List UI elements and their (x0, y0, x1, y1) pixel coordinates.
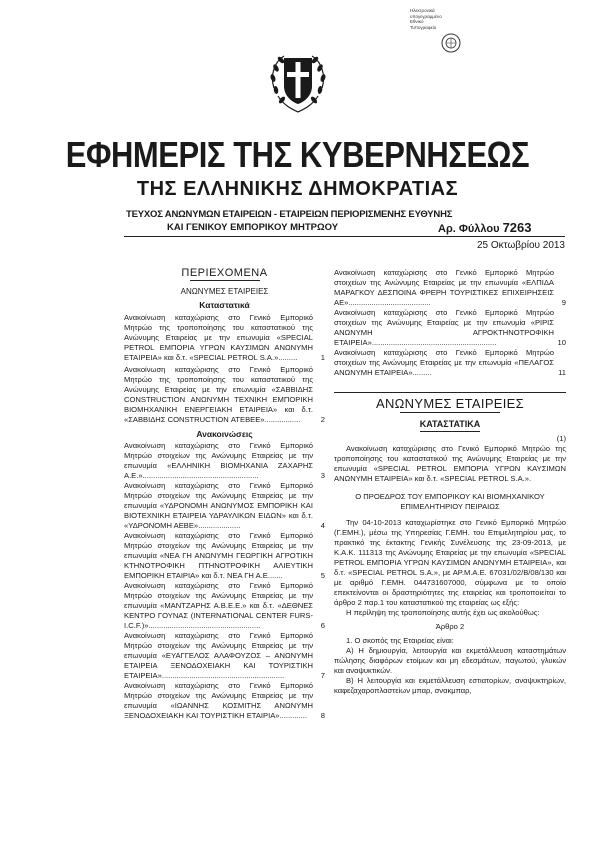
toc-entry-text: Ανακοίνωση καταχώρισης στο Γενικό Εμπορικό Μητρώο στοιχείων της Ανώνυμης Εταιρείας με την επωνυμία «ΕΛΛΗΝΙΚΗ ΒΙΟΜΗΧΑΝΙΑ ΖΑΧΑΡΗΣ Α.Ε.»....................................................... (124, 441, 313, 480)
toc-entry-page: 3 (320, 471, 325, 480)
toc-entry[interactable] (124, 531, 325, 581)
toc-group-announcements: Ανακοινώσεις (196, 429, 253, 439)
toc-entry-text: Ανακοίνωση καταχώρισης στο Γενικό Εμπορικό Μητρώο στοιχείων της Ανώνυμης Εταιρείας με την επωνυμία «ΥΔΡΟΝΟΜΗ ΑΝΩΝΥΜΟΣ ΕΜΠΟΡΙΚΗ ΚΑΙ ΒΙΟΤΕΧΝΙΚΗ ΕΤΑΙΡΕΙΑ ΥΔΡΑΥΛΙΚΩΝ ΕΙΔΩΝ» και δ.τ. «ΥΔΡΟΝΟΜΗ ΑΕΒΕ».................... (124, 481, 313, 530)
toc-entry-text: Ανακοίνωση καταχώρισης στο Γενικό Εμπορικό Μητρώο στοιχείων της Ανώνυμης Εταιρείας με την επωνυμία «ΕΛΠΙΔΑ ΜΑΡΑΓΚΟΥ ΔΕΣΠΟΙΝΑ ΦΡΕΡΗ ΤΟΥΡΙΣΤΙΚΕΣ ΕΠΙΧΕΙΡΗΣΕΙΣ ΑΕ»....................................... (334, 268, 554, 307)
toc-section: ΑΝΩΝΥΜΕΣ ΕΤΑΙΡΕΙΕΣ (180, 287, 269, 296)
toc-entry[interactable] (124, 631, 325, 681)
toc-end-rule (334, 392, 566, 393)
issuing-authority: Ο ΠΡΟΕΔΡΟΣ ΤΟΥ ΕΜΠΟΡΙΚΟΥ ΚΑΙ ΒΙΟΜΗΧΑΝΙΚΟΥ ΕΠΙΜΕΛΗΤΗΡΙΟΥ ΠΕΙΡΑΙΩΣ (355, 492, 545, 511)
toc-heading-rule (190, 280, 260, 281)
toc-entry[interactable] (124, 481, 325, 531)
stamp-seal-icon (440, 32, 462, 54)
article-heading: Άρθρο 2 (435, 622, 465, 631)
issue-series-line-1: ΤΕΥΧΟΣ ΑΝΩΝΥΜΩΝ ΕΤΑΙΡΕΙΩΝ - ΕΤΑΙΡΕΙΩΝ ΠΕΡΙΟΡΙΣΜΕΝΗΣ ΕΥΘΥΝΗΣ (126, 209, 453, 220)
subsection-title-rule (420, 431, 480, 432)
stamp-line: Ηλεκτρονικά (410, 8, 435, 13)
stamp-line: υπογεγραμμένο (410, 13, 442, 19)
body-paragraph: Η περίληψη της τροποποίησης αυτής έχει ως ακολούθως: (346, 608, 540, 617)
issue-series-line-2: ΚΑΙ ΓΕΝΙΚΟΥ ΕΜΠΟΡΙΚΟΥ ΜΗΤΡΩΟΥ (167, 222, 339, 233)
toc-group-statutes: Καταστατικά (199, 300, 250, 310)
masthead-rule (124, 236, 565, 237)
section-title: ΑΝΩΝΥΜΕΣ ΕΤΑΙΡΕΙΕΣ (376, 396, 524, 411)
sheet-label: Αρ. Φύλλου (438, 223, 500, 235)
toc-entry-page: 1 (320, 353, 325, 362)
toc-entry-text: Ανακοίνωση καταχώρισης στο Γενικό Εμπορικό Μητρώο στοιχείων της Ανώνυμης Εταιρείας με την επωνυμία «ΡΙΡΙΣ ΑΝΩΝΥΜΗ ΑΓΡΟΚΤΗΝΟΤΡΟΦΙΚΗ ΕΤΑΙΡΕΙΑ»........................................................... (334, 308, 554, 347)
toc-entry-page: 2 (320, 415, 325, 424)
sheet-number (438, 220, 532, 235)
sheet-number-value: 7263 (502, 220, 532, 235)
toc-entry[interactable] (334, 268, 566, 308)
toc-entry-page: 4 (320, 521, 325, 530)
toc-entry-text: Ανακοίνωση καταχώρισης στο Γενικό Εμπορικό Μητρώο στοιχείων της Ανώνυμης Εταιρείας με την επωνυμία «ΜΑΝΤΖΑΡΗΣ Α.Β.Ε.Ε.» και δ.τ. «ΔΕΘΝΕΣ ΚΕΝΤΡΟ ΓΟΥΝΑΣ (INTERNATIONAL CENTER FURS-I.C.F.)»..................................................... (124, 581, 313, 630)
subsection-title: ΚΑΤΑΣΤΑΤΙΚΑ (419, 419, 481, 429)
toc-entry-page: 7 (320, 671, 325, 680)
announcement-text: Ανακοίνωση καταχώρισης στο Γενικό Εμπορικό Μητρώο της τροποποίησης του καταστατικού της Ανώνυμης Εταιρείας με την επωνυμία «SPECIAL PETROL ΕΜΠΟΡΙΑ ΥΓΡΩΝ ΚΑΥΣΙΜΩΝ ΑΝΩΝΥΜΗ ΕΤΑΙΡΕΙΑ» και δ.τ. «SPECIAL PETROL S.A.». (334, 444, 566, 483)
greek-coat-of-arms-icon (268, 48, 328, 116)
stamp-line: Εθνικό (410, 19, 424, 24)
toc-entry-page: 11 (558, 368, 566, 377)
toc-entry-text: Ανακοίνωση καταχώρισης στο Γενικό Εμπορικό Μητρώο στοιχείων της Ανώνυμης Εταιρείας με την επωνυμία «ΕΥΑΓΓΕΛΟΣ ΑΛΑΦΟΥΖΟΣ – ΑΝΩΝΥΜΗ ΕΤΑΙΡΕΙΑ ΞΕΝΟΔΟΧΕΙΑΚΗ ΚΑΙ ΤΟΥΡΙΣΤΙΚΗ ΕΤΑΙΡΕΙΑ».......................................................... (124, 631, 313, 680)
stamp-line: Τυπογραφείο (410, 24, 437, 30)
toc-column (124, 268, 325, 721)
toc-entry-page: 6 (320, 621, 325, 630)
toc-entry-text: Ανακοίνωση καταχώρισης στο Γενικό Εμπορικό Μητρώο στοιχείων της Ανώνυμης Εταιρείας με την επωνυμία «ΝΕΑ ΓΗ ΑΝΩΝΥΜΗ ΓΕΩΡΓΙΚΗ ΑΓΡΟΤΙΚΗ ΚΤΗΝΟΤΡΟΦΙΚΗ ΠΤΗΝΟΤΡΟΦΙΚΗ ΑΛΙΕΥΤΙΚΗ ΕΜΠΟΡΙΚΗ ΕΤΑΙΡΙΑ» και δ.τ. ΝΕΑ ΓΗ Α.Ε....... (124, 531, 313, 580)
digital-signature-stamp (410, 8, 470, 68)
gazette-subtitle: ΤΗΣ ΕΛΛΗΝΙΚΗΣ ΔΗΜΟΚΡΑΤΙΑΣ (136, 178, 459, 200)
toc-entry[interactable] (124, 313, 325, 363)
body-paragraph: 1. Ο σκοπός της Εταιρείας είναι: (346, 636, 454, 645)
main-column (334, 268, 566, 696)
body-paragraph: Α) Η δημιουργία, λειτουργία και εκμετάλλευση καταστημάτων πώλησης διαφόρων ετοίμων και μη εδεσμάτων, παγωτού, γλυκών και αναψυκτικών. (334, 646, 566, 675)
toc-entry-page: 8 (320, 711, 325, 720)
toc-entry-text: Ανακοίνωση καταχώρισης στο Γενικό Εμπορικό Μητρώο στοιχείων της Ανώνυμης Εταιρείας με την επωνυμία «ΠΕΛΑΓΟΣ ΑΝΩΝΥΜΗ ΕΤΑΙΡΕΙΑ»......... (334, 348, 554, 377)
section-title-rule (400, 412, 500, 413)
body-paragraph: Β) Η λειτουργία και εκμετάλλευση εστιατορίων, αναψυκτηρίων, καφεζαχαροπλαστείων μπαρ, σνακμπαρ, (334, 676, 566, 695)
item-number: (1) (556, 434, 566, 443)
toc-entry[interactable] (334, 308, 566, 348)
gazette-title: ΕΦΗΜΕΡΙΣ ΤΗΣ ΚΥΒΕΡΝΗΣΕΩΣ (65, 134, 530, 175)
toc-entry[interactable] (124, 365, 325, 425)
toc-entry-text: Ανακοίνωση καταχώρισης στο Γενικό Εμπορικό Μητρώο της τροποποίησης του καταστατικού της Ανώνυμης Εταιρείας με την επωνυμία «ΣΑΒΒΙΔΗΣ CONSTRUCTION ΑΝΩΝΥΜΗ ΤΕΧΝΙΚΗ ΕΜΠΟΡΙΚΗ ΒΙΟΜΗΧΑΝΙΚΗ ΕΝΕΡΓΕΙΑΚΗ ΕΤΑΙΡΕΙΑ» και δ.τ. «ΣΑΒΒΙΔΗΣ CONSTRUCTION ΑΤΕΒΕΕ»................. (124, 365, 313, 424)
issue-date: 25 Οκτωβρίου 2013 (476, 240, 565, 251)
toc-entry[interactable] (124, 681, 325, 721)
toc-entry-page: 5 (320, 571, 325, 580)
toc-entry[interactable] (334, 348, 566, 378)
body-paragraph: Την 04-10-2013 καταχωρίστηκε στο Γενικό Εμπορικό Μητρώο (Γ.ΕΜΗ.), μέσω της Υπηρεσίας Γ.ΕΜΗ. του Επιμελητηρίου μας, το πρακτικό της έκτακτης Γενικής Συνέλευσης της 23-09-2013, με Κ.Α.Κ. 111313 της Ανώνυμης Εταιρείας με την επωνυμία «SPECIAL PETROL ΕΜΠΟΡΙΑ ΥΓΡΩΝ ΚΑΥΣΙΜΩΝ ΑΝΩΝΥΜΗ ΕΤΑΙΡΕΙΑ», και δ.τ. «SPECIAL PETROL S.A.», με ΑΡ.Μ.Α.Ε. 67031/02/Β/08/130 και με αριθμό Γ.ΕΜΗ. 044731607000, σύμφωνα με το οποίο επεκτείνονται οι δραστηριότητες της εταιρείας και τροποποιείται το άρθρο 2 παρ.1 του καταστατικού της εταιρείας ως εξής: (334, 518, 566, 607)
toc-entry-page: 9 (561, 298, 566, 307)
toc-entry-text: Ανακοίνωση καταχώρισης στο Γενικό Εμπορικό Μητρώο της τροποποίησης του καταστατικού της Ανώνυμης Εταιρείας με την επωνυμία «SPECIAL PETROL ΕΜΠΟΡΙΑ ΥΓΡΩΝ ΚΑΥΣΙΜΩΝ ΑΝΩΝΥΜΗ ΕΤΑΙΡΕΙΑ» και δ.τ. «SPECIAL PETROL S.A.»......... (124, 313, 313, 362)
toc-entry-page: 10 (557, 338, 566, 347)
toc-entry-text: Ανακοίνωση καταχώρισης στο Γενικό Εμπορικό Μητρώο στοιχείων της Ανώνυμης Εταιρείας με την επωνυμία «ΙΩΑΝΝΗΣ ΚΟΣΜΙΤΗΣ ΑΝΩΝΥΜΗ ΞΕΝΟΔΟΧΕΙΑΚΗ ΚΑΙ ΤΟΥΡΙΣΤΙΚΗ ΕΤΑΙΡΙΑ»............. (124, 681, 313, 720)
toc-entry[interactable] (124, 581, 325, 631)
toc-heading: ΠΕΡΙΕΧΟΜΕΝΑ (181, 267, 268, 279)
toc-entry[interactable] (124, 441, 325, 481)
